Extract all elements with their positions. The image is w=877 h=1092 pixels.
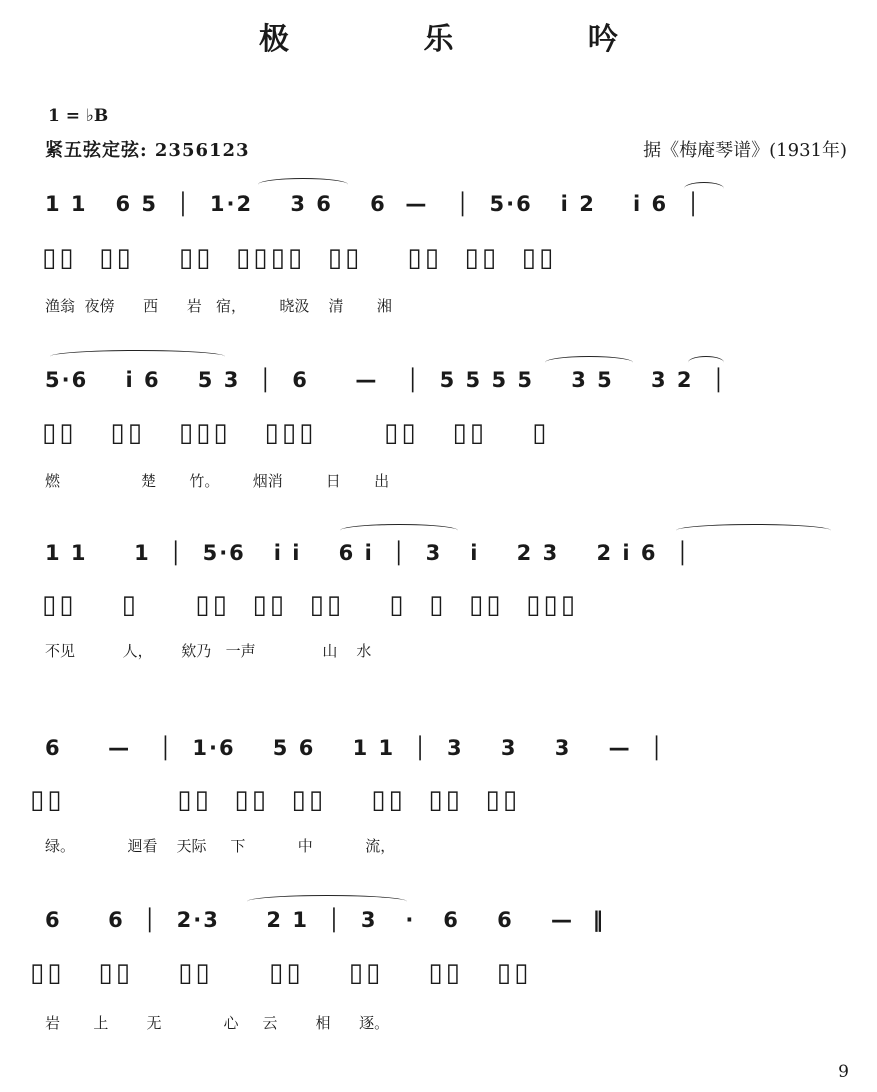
slur-mark — [545, 356, 633, 369]
page-number: 9 — [838, 1062, 849, 1082]
notation-line-3: 1 1 1 │ 5·6 i i 6 i │ 3 i 2 3 2 i 6 │ — [45, 541, 691, 565]
slur-mark — [340, 524, 458, 537]
slur-mark — [676, 524, 831, 537]
slur-mark — [247, 895, 407, 908]
tablature-line-3: ▯▯ ▯ ▯▯ ▯▯ ▯▯ ▯ ▯ ▯▯ ▯▯▯ — [42, 590, 579, 620]
tablature-line-1: ▯▯ ▯▯ ▯▯ ▯▯▯▯ ▯▯ ▯▯ ▯▯ ▯▯ — [42, 243, 557, 273]
lyrics-line-2: 燃 楚 竹。 烟消 日 出 — [45, 472, 390, 490]
slur-mark — [684, 182, 724, 195]
tuning-text: 紧五弦定弦: 2356123 — [45, 140, 250, 161]
lyrics-line-5: 岩 上 无 心 云 相 逐。 — [45, 1014, 390, 1032]
notation-line-2: 5·6 i 6 5 3 │ 6 — │ 5 5 5 5 3 5 3 2 │ — [45, 368, 727, 392]
source-citation: 据《梅庵琴谱》(1931年) — [643, 140, 847, 161]
lyrics-line-3: 不见 人， 欸乃 一声 山 水 — [45, 642, 372, 660]
key-signature: 1 = ♭B — [48, 106, 109, 126]
tablature-line-5: ▯▯ ▯▯ ▯▯ ▯▯ ▯▯ ▯▯ ▯▯ — [30, 958, 532, 988]
notation-line-4: 6 — │ 1·6 5 6 1 1 │ 3 3 3 — │ — [45, 736, 665, 760]
tablature-line-4: ▯▯ ▯▯ ▯▯ ▯▯ ▯▯ ▯▯ ▯▯ — [30, 785, 521, 815]
tablature-line-2: ▯▯ ▯▯ ▯▯▯ ▯▯▯ ▯▯ ▯▯ ▯ — [42, 418, 550, 448]
lyrics-line-1: 渔翁 夜傍 西 岩 宿， 晓汲 清 湘 — [45, 297, 392, 315]
page-title: 极 乐 吟 — [259, 22, 680, 57]
slur-mark — [50, 350, 225, 363]
notation-line-1: 1 1 6 5 │ 1·2 3 6 6 — │ 5·6 i 2 i 6 │ — [45, 192, 702, 216]
notation-line-5: 6 6 │ 2·3 2 1 │ 3 · 6 6 — ‖ — [45, 908, 606, 932]
lyrics-line-4: 绿。 迴看 天际 下 中 流， — [45, 837, 396, 855]
slur-mark — [688, 356, 724, 369]
slur-mark — [258, 178, 348, 191]
